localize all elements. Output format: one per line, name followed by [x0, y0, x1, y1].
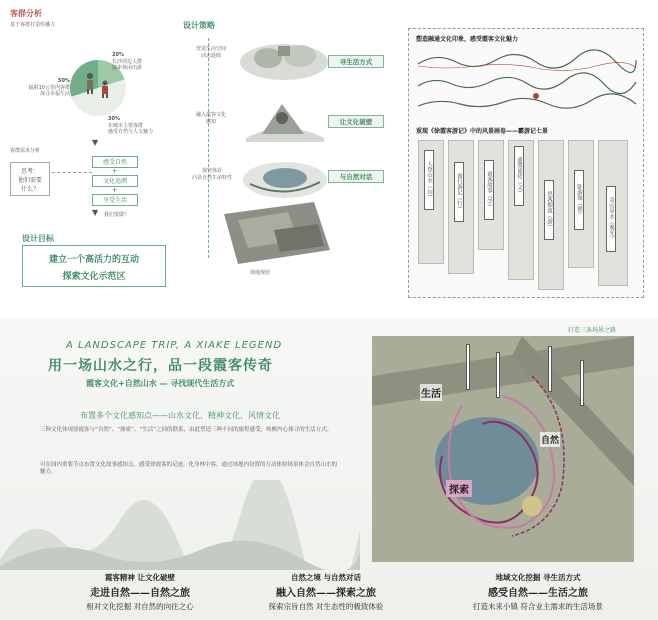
scene-label-1: 人登山水（山） [424, 150, 434, 210]
sub-title: 霞客文化+自然山水 — 寻找现代生活方式 [86, 379, 235, 388]
needs-analysis-title: 客群需求分析 [10, 148, 41, 154]
route-map [372, 336, 634, 562]
map-word-life: 生活 [420, 384, 442, 401]
paragraph-2: 可在园内重要节点布置文化故事感知点，感受徐霞客的足迹，化身林中客，通过场地内设置的互动体验场景体会自然山水的魅力。 [40, 462, 338, 476]
customer-analysis-subtitle: 基于客群打造传播力 [10, 22, 56, 28]
goal-line-1: 建立一个高活力的互动 [48, 255, 139, 265]
route-2-title: 融入自然——探索之旅 [276, 588, 376, 599]
scene-label-7: 奇山异水（观光） [606, 186, 616, 252]
plus-icon: + [112, 187, 118, 194]
think-box: 思考： 他们需要 什么？ [10, 162, 50, 196]
pie-legend-2: 50% 辐射10公里内客群 探寻幸福生活 [28, 78, 70, 97]
paragraph-1: 三种文化体现徐霞客与“自然”、“探索”、“生活”之间的联系，由此塑造三种不同的旅程感受，唤醒内心探寻的生活方式。 [40, 427, 333, 433]
ink-mountains-illustration [0, 480, 360, 570]
tag-culture: 让文化破壁 [328, 115, 384, 128]
route-2-sub: 探索宗旨自然 对生态性的极致体验 [268, 602, 384, 611]
think-connector [52, 172, 92, 173]
goal-line-2: 探索文化示范区 [62, 272, 126, 282]
layer-3-illustration [240, 154, 330, 202]
plus-icon: + [112, 168, 118, 175]
design-goal-title: 设计目标 [22, 234, 54, 243]
layer-1-illustration [238, 32, 330, 84]
need-nature: 感受自然 [92, 156, 138, 168]
customer-analysis-title: 客群分析 [10, 9, 42, 18]
route-2-tag: 自然之境 与自然对话 [290, 573, 362, 582]
layer-4-label: 场地现状 [250, 270, 271, 276]
strategy-axis [208, 38, 209, 258]
map-marker [580, 360, 584, 406]
scene-label-2: 霞行游记（行） [454, 162, 464, 222]
route-1-title: 走进自然——自然之旅 [90, 588, 190, 599]
need-culture: 文化追溯 [92, 175, 138, 187]
layer-2-label: 融入霞客文化 感知 [195, 112, 226, 125]
person-icon [100, 80, 110, 98]
person-icon [84, 72, 96, 94]
layer-3-label: 探究体验 凸显自然生命特性 [191, 168, 232, 181]
map-word-nature: 自然 [540, 432, 560, 447]
layer-2-illustration [242, 98, 328, 146]
down-arrow-icon: ▼ [92, 208, 99, 217]
design-strategy-title: 设计策略 [183, 21, 215, 30]
culture-panel-title: 塑造融通文化印象，感受霞客文化魅力 [416, 36, 519, 43]
map-marker [496, 352, 500, 398]
scene-label-5: 思客烟波（游） [544, 180, 554, 240]
scene-label-3: 霞客故事（学） [484, 160, 494, 220]
pie-legend-1: 20% 长沙周边人群 探索休闲出游 [112, 52, 143, 71]
down-arrow-icon: ▼ [92, 138, 99, 147]
english-title: A LANDSCAPE TRIP, A XIAKE LEGEND [66, 340, 283, 351]
pie-legend-3: 30% 东城市主要客群 感受自然与人文魅力 [108, 116, 154, 135]
route-3-sub: 打造未来小镇 符合业主需求的生活场景 [473, 602, 603, 611]
scene-label-6: 卧游图（憩） [574, 170, 584, 230]
culture-points: 布置多个文化感知点——山水文化、精神文化、风情文化 [80, 411, 280, 420]
need-life: 享受生活 [92, 194, 138, 206]
route-1-tag: 霞客精神 让文化破壁 [104, 573, 176, 582]
site-aerial-image [218, 200, 334, 266]
map-marker [548, 346, 552, 392]
question-text: 我们要做？ [104, 212, 130, 218]
map-caption: 打造三条场景之路 [568, 327, 617, 334]
scene-label-4: 遗墨流传（文） [514, 146, 524, 206]
route-life [448, 572, 628, 612]
layer-1-label: 营造生活空间 活态延续 [195, 46, 226, 59]
map-marker [466, 344, 470, 390]
main-title: 用一场山水之行，品一段霞客传奇 [48, 358, 273, 374]
tag-life-style: 寻生活方式 [328, 55, 384, 68]
tag-nature: 与自然对话 [328, 170, 384, 183]
route-explore [246, 572, 406, 612]
mountain-sketches [416, 48, 638, 118]
route-nature [60, 572, 220, 612]
route-3-title: 感受自然——生活之旅 [488, 588, 588, 599]
culture-panel-subtitle: 重现《徐霞客游记》中的风景画卷——霸游记七景 [416, 128, 549, 135]
route-1-sub: 相对文化挖掘 对自然的向往之心 [86, 602, 194, 611]
map-word-explore: 探索 [446, 480, 472, 497]
design-goal-box [22, 245, 166, 287]
route-3-tag: 地域文化挖掘 寻生活方式 [495, 573, 581, 582]
